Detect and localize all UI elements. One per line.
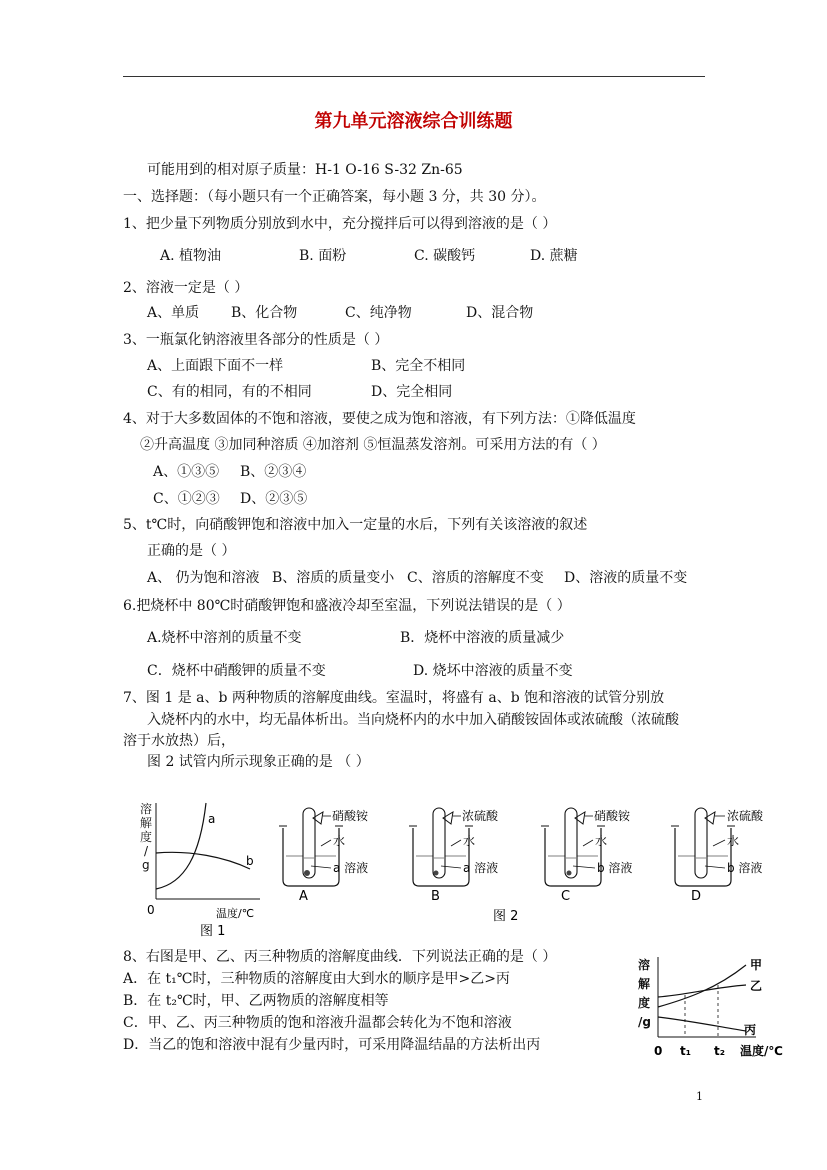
- question-2-option-c: C、纯净物: [345, 305, 412, 321]
- page-number: 1: [696, 1090, 703, 1103]
- question-5-stem-line1: 5、t℃时，向硝酸钾饱和溶液中加入一定量的水后，下列有关该溶液的叙述: [123, 517, 588, 533]
- question-8-option-d: D．当乙的饱和溶液中混有少量丙时，可采用降温结晶的方法析出丙: [123, 1037, 541, 1053]
- question-4-stem-line1: 4、对于大多数固体的不饱和溶液，要使之成为饱和溶液，有下列方法：①降低温度: [123, 411, 636, 427]
- q8-curve-bing: [658, 1017, 746, 1031]
- crystal-precipitate: [567, 871, 572, 876]
- question-3-option-c: C、有的相同，有的不相同: [147, 384, 312, 400]
- fig2-caption: 图 2: [493, 909, 519, 924]
- fig1-curve-b-label: b: [246, 854, 254, 868]
- question-8-option-c: C．甲、乙、丙三种物质的饱和溶液升温都会转化为不饱和溶液: [123, 1015, 512, 1031]
- beaker-b-water: 水: [463, 834, 476, 848]
- q8-fig-ylabel-char: 解: [638, 977, 651, 991]
- question-2-option-b: B、化合物: [231, 305, 298, 321]
- q8-fig-t1: t₁: [680, 1044, 691, 1058]
- test-tube-figure-2: [275, 800, 775, 925]
- beaker-d: [671, 808, 764, 904]
- solubility-figure-q8: [636, 955, 792, 1061]
- question-4-option-a: A、①③⑤: [153, 464, 220, 480]
- question-8-stem: 8、右图是甲、乙、丙三种物质的溶解度曲线．下列说法正确的是（ ）: [123, 949, 557, 965]
- question-6-stem: 6.把烧杯中 80℃时硝酸钾饱和盛液冷却至室温，下列说法错误的是（ ）: [123, 598, 571, 614]
- question-5-stem-line2: 正确的是（ ）: [147, 543, 236, 559]
- question-1-option-a: A. 植物油: [160, 248, 222, 264]
- beaker-a-letter: A: [299, 889, 308, 904]
- question-7-stem-line4: 图 2 试管内所示现象正确的是 （ ）: [147, 754, 370, 770]
- question-7-stem-line2: 入烧杯内的水中，均无晶体析出。当向烧杯内的水中加入硝酸铵固体或浓硫酸（浓硫酸: [147, 712, 679, 728]
- beaker-b-solution: a 溶液: [463, 861, 499, 875]
- beaker-b: [409, 808, 499, 904]
- atomic-mass-note: 可能用到的相对原子质量：H-1 O-16 S-32 Zn-65: [147, 162, 463, 178]
- question-3-stem: 3、一瓶氯化钠溶液里各部分的性质是（ ）: [123, 332, 389, 348]
- fig1-curve-b: [156, 852, 250, 869]
- q8-fig-jia-label: 甲: [750, 958, 763, 972]
- question-5-option-a: A、 仍为饱和溶液: [147, 570, 260, 586]
- question-6-option-a: A.烧杯中溶剂的质量不变: [147, 630, 302, 646]
- q8-fig-ylabel-char: /g: [638, 1015, 651, 1029]
- question-4-option-d: D、②③⑤: [240, 491, 308, 507]
- question-6-option-c: C．烧杯中硝酸钾的质量不变: [147, 663, 326, 679]
- solubility-figure-1: [130, 795, 270, 940]
- fig1-caption: 图 1: [200, 924, 226, 939]
- question-4-option-c: C、①②③: [153, 491, 220, 507]
- fig1-origin: 0: [147, 903, 155, 917]
- beaker-c-water: 水: [595, 834, 608, 848]
- question-8-option-a: A．在 t₁℃时，三种物质的溶解度由大到水的顺序是甲>乙>丙: [123, 971, 510, 987]
- question-8-option-b: B．在 t₂℃时，甲、乙两物质的溶解度相等: [123, 993, 389, 1009]
- section-heading: 一、选择题：（每小题只有一个正确答案，每小题 3 分，共 30 分）。: [123, 189, 546, 205]
- q8-fig-ylabel-char: 度: [638, 996, 651, 1010]
- fig1-ylabel-char: /: [144, 844, 149, 858]
- question-5-option-c: C、溶质的溶解度不变: [407, 570, 544, 586]
- q8-fig-ylabel-char: 溶: [638, 958, 651, 972]
- q8-fig-bing-label: 丙: [744, 1023, 757, 1037]
- question-5-option-b: B、溶质的质量变小: [272, 570, 395, 586]
- q8-fig-t2: t₂: [714, 1044, 725, 1058]
- question-3-option-a: A、上面跟下面不一样: [147, 358, 284, 374]
- question-5-option-d: D、溶液的质量不变: [564, 570, 688, 586]
- beaker-a: [279, 808, 369, 904]
- question-7-stem-line1: 7、图 1 是 a、b 两种物质的溶解度曲线。室温时，将盛有 a、b 饱和溶液的试管分别放: [123, 690, 665, 706]
- q8-fig-yi-label: 乙: [750, 979, 763, 993]
- beaker-b-letter: B: [431, 889, 440, 904]
- fig1-curve-a-label: a: [208, 812, 216, 826]
- beaker-b-reagent: 浓硫酸: [462, 809, 499, 823]
- question-4-stem-line2: ②升高温度 ③加同种溶质 ④加溶剂 ⑤恒温蒸发溶剂。可采用方法的有（ ）: [140, 437, 606, 453]
- beaker-a-water: 水: [333, 834, 346, 848]
- question-4-option-b: B、②③④: [240, 464, 307, 480]
- question-1-stem: 1、把少量下列物质分别放到水中，充分搅拌后可以得到溶液的是（ ）: [123, 216, 557, 232]
- question-7-stem-line3: 溶于水放热）后，: [123, 733, 235, 749]
- fig1-curve-a: [156, 803, 206, 889]
- header-rule: [123, 76, 705, 77]
- beaker-c: [541, 808, 632, 904]
- q8-curve-yi: [658, 985, 746, 997]
- fig1-ylabel-char: 溶: [140, 802, 153, 816]
- beaker-d-solution: b 溶液: [727, 861, 763, 875]
- question-1-option-c: C. 碳酸钙: [414, 248, 476, 264]
- question-2-option-a: A、单质: [147, 305, 200, 321]
- beaker-a-solution: a 溶液: [333, 861, 369, 875]
- question-6-option-d: D. 烧坏中溶液的质量不变: [413, 663, 573, 679]
- question-3-option-d: D、完全相同: [371, 384, 453, 400]
- beaker-c-reagent: 硝酸铵: [594, 809, 631, 823]
- beaker-d-letter: D: [691, 889, 702, 904]
- beaker-c-letter: C: [561, 889, 571, 904]
- q8-fig-xlabel: 温度/℃: [740, 1044, 783, 1058]
- fig1-ylabel-char: 度: [140, 830, 153, 844]
- page-title: 第九单元溶液综合训练题: [314, 111, 513, 132]
- question-1-option-b: B. 面粉: [299, 248, 347, 264]
- question-1-option-d: D. 蔗糖: [530, 248, 578, 264]
- beaker-c-solution: b 溶液: [597, 861, 633, 875]
- q8-fig-origin: 0: [654, 1044, 663, 1058]
- question-6-option-b: B．烧杯中溶液的质量减少: [400, 630, 565, 646]
- fig1-ylabel-char: g: [142, 858, 150, 872]
- fig1-xlabel: 温度/℃: [216, 907, 255, 920]
- beaker-d-reagent: 浓硫酸: [727, 809, 764, 823]
- beaker-a-reagent: 硝酸铵: [332, 809, 369, 823]
- crystal-precipitate: [434, 871, 439, 876]
- question-3-option-b: B、完全不相同: [371, 358, 466, 374]
- question-2-stem: 2、溶液一定是（ ）: [123, 280, 249, 296]
- question-2-option-d: D、混合物: [466, 305, 534, 321]
- beaker-d-water: 水: [727, 834, 740, 848]
- fig1-ylabel-char: 解: [140, 816, 153, 830]
- crystal-precipitate: [304, 870, 310, 876]
